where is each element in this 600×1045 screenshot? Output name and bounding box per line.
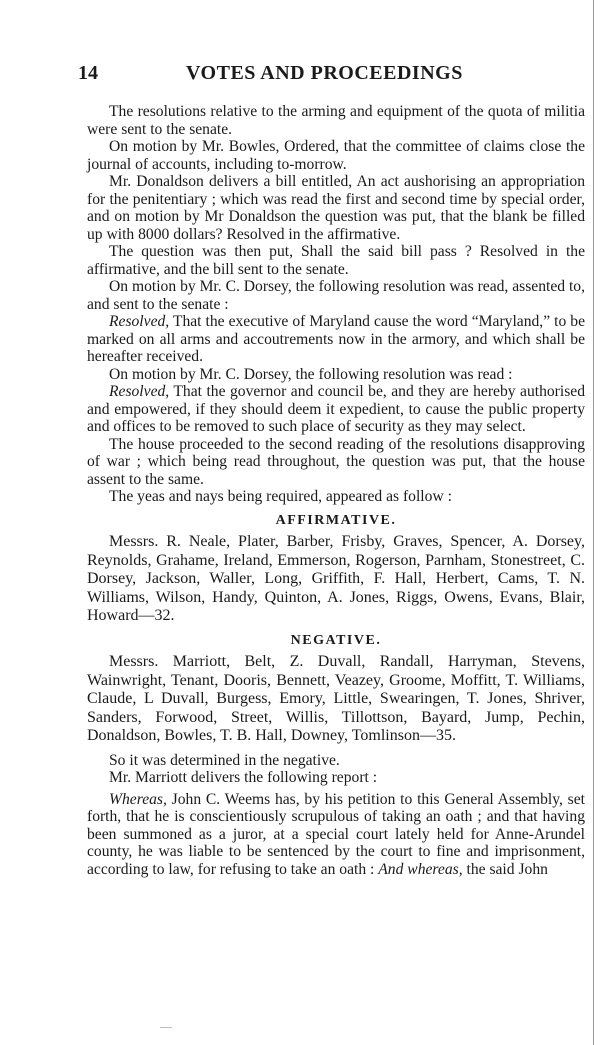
paragraph-resolved-maryland bbox=[87, 313, 585, 366]
and-whereas-label: And whereas, bbox=[378, 860, 463, 878]
paragraph-claims-committee: On motion by Mr. Bowles, Ordered, that the committee of claims close the journal of accounts, including to-morrow. bbox=[87, 138, 585, 173]
resolved-text: That the governor and council be, and they are hereby authorised and empowered, if they should deem it expedient, to cause the public property and offices to be removed to such place of security as they may select. bbox=[87, 383, 585, 435]
paragraph-dorsey-motion-1: On motion by Mr. C. Dorsey, the following resolution was read, assented to, and sent to the senate : bbox=[87, 278, 585, 313]
paragraph-determined-negative: So it was determined in the negative. bbox=[109, 751, 340, 769]
footer-mark bbox=[160, 1027, 172, 1028]
paragraph-bill-pass: The question was then put, Shall the said bill pass ? Resolved in the affirmative, and the bill sent to the senate. bbox=[87, 243, 585, 278]
paragraph-marriott-report: Mr. Marriott delivers the following report : bbox=[109, 769, 378, 786]
resolved-label: Resolved, bbox=[109, 313, 170, 330]
negative-heading: NEGATIVE. bbox=[290, 632, 382, 648]
paragraph-whereas-weems bbox=[87, 791, 585, 879]
paragraph-militia-resolutions: The resolutions relative to the arming and equipment of the quota of militia were sent to the senate. bbox=[87, 103, 585, 138]
affirmative-names: Messrs. R. Neale, Plater, Barber, Frisby, Graves, Spencer, A. Dorsey, Reynolds, Grahame, Ireland, Emmerson, Rogerson, Parnham, Stonestreet, C. Dorsey, Jackson, Waller, Long, Griffith, F. Hall, Herbert, Cams, T. N. Williams, Wilson, Handy, Quinton, A. Jones, Riggs, Owens, Evans, Blair, Howard—32. bbox=[87, 533, 585, 624]
paragraph-penitentiary-bill: Mr. Donaldson delivers a bill entitled, An act aushorising an appropriation for the penitentiary ; which was read the first and second time by special order, and on motion by Mr Donaldson the question was put, that the blank be filled up with 8000 dollars? Resolved in the affirmative. bbox=[87, 173, 585, 243]
whereas-text-end: the said John bbox=[462, 860, 548, 878]
page-body bbox=[87, 103, 585, 878]
page-edge-line bbox=[593, 0, 594, 1045]
paragraph-second-reading: The house proceeded to the second reading of the resolutions disapproving of war ; which being read throughout, the question was put, that the house assent to the same. bbox=[87, 435, 585, 488]
paragraph-resolved-governor bbox=[87, 383, 585, 436]
resolved-label: Resolved, bbox=[109, 383, 170, 400]
paragraph-dorsey-motion-2: On motion by Mr. C. Dorsey, the following resolution was read : bbox=[109, 365, 513, 383]
negative-names: Messrs. Marriott, Belt, Z. Duvall, Randall, Harryman, Stevens, Wainwright, Tenant, Dooris, Bennett, Veazey, Groome, Moffitt, T. Williams, Claude, L Duvall, Burgess, Emory, Little, Swearingen, T. Jones, Shriver, Sanders, Forwood, Street, Willis, Tillottson, Bayard, Jump, Pechin, Donaldson, Bowles, T. B. Hall, Downey, Tomlinson—35. bbox=[87, 653, 585, 744]
affirmative-heading: AFFIRMATIVE. bbox=[275, 512, 397, 528]
whereas-label: Whereas, bbox=[109, 790, 167, 808]
page-number: 14 bbox=[78, 62, 98, 84]
resolved-text: That the executive of Maryland cause the word “Maryland,” to be marked on all arms and accoutrements now in the armory, and which shall be hereafter received. bbox=[87, 313, 585, 365]
whereas-text: John C. Weems has, by his petition to this General Assembly, set forth, that he is conscientiously scrupulous of taking an oath ; and that having been summoned as a juror, at a special court lately held for Anne-Arundel county, he was liable to be sentenced by the court to fine and imprisonment, according to law, for refusing to take an oath : bbox=[87, 790, 585, 878]
page-header bbox=[78, 62, 578, 88]
running-head: VOTES AND PROCEEDINGS bbox=[186, 62, 463, 84]
paragraph-yeas-nays: The yeas and nays being required, appeared as follow : bbox=[109, 488, 452, 505]
